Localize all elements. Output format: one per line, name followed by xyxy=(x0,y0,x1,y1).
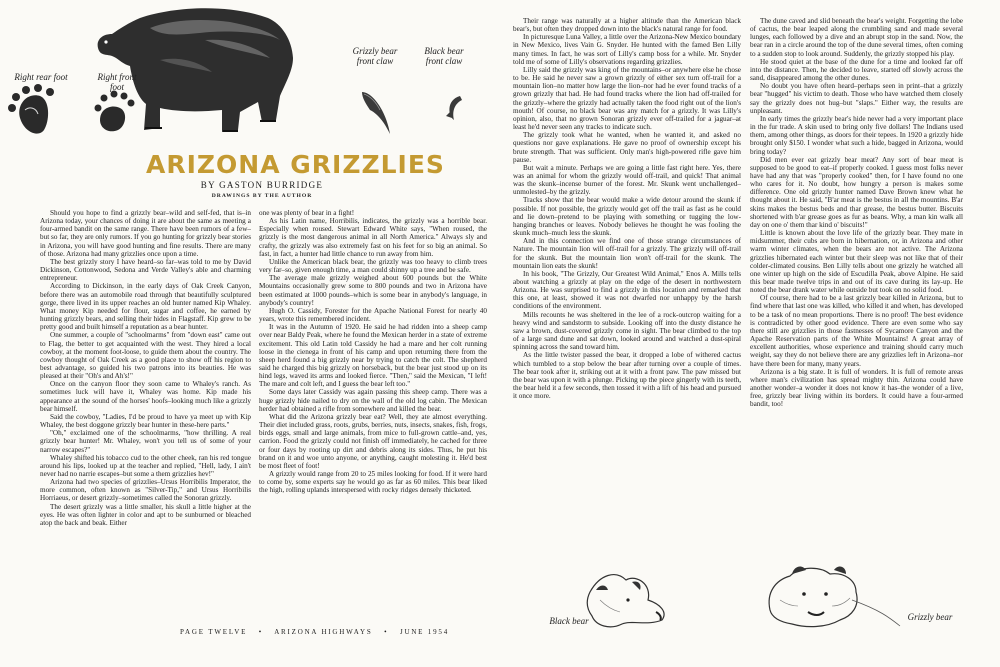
grizzly-bear-head-illustration xyxy=(769,567,900,627)
caption-grizzly-claw: Grizzly bear front claw xyxy=(352,46,398,66)
paragraph: And in this connection we find one of those strange circumstances of Nature. The mountain lion will off-trail for a grizzly. The grizzly will off-trail for the skunk. But the mountain lion won't off-trail for the skunk. The mountain lion eats the skunk! xyxy=(513,237,741,270)
paragraph: No doubt you have often heard–perhaps seen in print–that a grizzly bear "hugged" his victim to death. Those who have watched them closely say the grizzly does not hug–but "slaps." Either way, the results are unpleasant. xyxy=(750,82,963,115)
page-footer xyxy=(180,628,620,636)
caption-black-bear-claw: Black bear front claw xyxy=(424,46,464,66)
grizzly-claw-illustration xyxy=(362,92,390,134)
paragraph: The desert grizzly was a little smaller, his skull a little higher at the eyes. He was often lighter in color and apt to be sunburned or bleached atop the back and beak. Either xyxy=(40,502,251,527)
paragraph: In his book, "The Grizzly, Our Greatest Wild Animal," Enos A. Mills tells about watching a grizzly at play on the edge of the desert in northwestern Arizona. He was surprised to find a grizzly in this location and remarked that this one, at least, showed it was not dwarfed nor unhappy by the harsh conditions of the environment. xyxy=(513,269,741,311)
caption-right-front-foot: Right front foot xyxy=(97,72,137,92)
paragraph: Lilly said the grizzly was king of the mountains–or anywhere else he chose to be. He said he never saw a grown grizzly of either sex turn off-trail for a mountain lion–no matter how large the lion–nor had he ever found tracks of a grown grizzly that had. He had found tracks where the lion had off-trailed for the grizzly–where the grizzly had actually taken the food right out of the lion's mouth! Of course, no black bear was any match for a grizzly. It was Lilly's opinion, also, that no grown Sonoran grizzly ever off-trailed for a jaguar–at least he'd never seen any tracks to indicate such. xyxy=(513,65,741,132)
right-front-foot-illustration xyxy=(95,91,135,132)
paragraph: Once on the canyon floor they soon came to Whaley's ranch. As sometimes luck will have it, Whaley was home. Kip made his appearance at the sound of the horses' hoofs–looking much like a grizzly bear himself. xyxy=(40,380,251,413)
caption-black-bear-head: Black bear xyxy=(549,616,589,626)
paragraph: What did the Arizona grizzly bear eat? Well, they ate almost everything. Their diet included grass, roots, grubs, berries, nuts, insects, snakes, fish, frogs, birds eggs, small and large animals, from mice to full-grown cattle–and, yes, carrion. Food the grizzly could not finish off immediately, he cached for three or four days by rooting up dirt and debris along its sides. Thus, he put his brand on it and woe unto anyone, or anything, caught molesting it. He'd best be most fleet of foot! xyxy=(259,412,487,470)
paragraph: Whaley shifted his tobacco cud to the other cheek, ran his red tongue around his lips, looked up at the teacher and replied, "Hell, lady, I ain't never had no narrie escapes–but some a them grizzlies hev!" xyxy=(40,453,251,478)
paragraph: one was plenty of bear in a fight! xyxy=(259,209,355,217)
paragraph: But wait a minute. Perhaps we are going a little fast right here. Yes, there was an animal for whom the grizzly would off-trail, and quick! That animal was the skunk–incense burner of the forest. Mr. Skunk went unchallenged–unmolested–by the grizzly. xyxy=(513,163,741,197)
paragraph: The grizzly took what he wanted, when he wanted it, and asked no questions nor gave explanations. He gave no proof of ownership except his brute strength. That was sufficient. Only man's high-powered rifle gave him pause. xyxy=(513,131,741,164)
footer-magazine: ARIZONA HIGHWAYS xyxy=(274,628,373,636)
paragraph: "Oh," exclaimed one of the schoolmarms, "how thrilling. A real grizzly bear hunter! Mr. Whaley, won't you tell us of some of your narrow escapes?" xyxy=(40,429,251,454)
footer-separator: • xyxy=(384,628,389,636)
paragraph: Some days later Cassidy was again passing this sheep camp. There was a huge grizzly hide nailed to dry on the wall of the old log cabin. The Mexican herder had obtained a rifle from somewhere and killed the bear. xyxy=(259,388,487,413)
black-bear-head-illustration xyxy=(587,575,664,627)
paragraph: The best grizzly story I have heard–so far–was told to me by David Dickinson, Cottonwood, Sedona and Verde Valley's able and charming entrepreneur. xyxy=(40,257,251,283)
text-column-4 xyxy=(750,17,963,542)
paragraph: Mills recounts he was sheltered in the lee of a rock-outcrop waiting for a heavy wind and sandstorm to subside. Looking off into the dusty distance he saw a brown, dust-covered grizzly come in sight. The bear climbed to the top of a large sand dune and sat down, looked around and watched a dust-spiral spinning across the sand toward him. xyxy=(513,310,741,352)
paragraph: Unlike the American black bear, the grizzly was too heavy to climb trees very far–so, given enough time, a man could shinny up a tree and be safe. xyxy=(259,257,487,275)
paragraph: Arizona is a big state. It is full of wonders. It is full of remote areas where man's civilization has spread mighty thin. Arizona could have another wonder–a wonder it does not know it has–the wonder of a live, free, grizzly bear living within its borders. It could have a four-armed bandit, too! xyxy=(750,367,963,409)
drawings-credit: DRAWINGS BY THE AUTHOR xyxy=(211,193,313,199)
paragraph: According to Dickinson, in the early days of Oak Creek Canyon, before there was an automobile road through that beautifully sculptured gorge, there lived in its upper reaches an old hunter named Kip Whaley. What money Kip needed for flour, sugar and coffee, he earned by hunting grizzly bears, and selling their hides in Flagstaff. Kip grew to be pretty good and built himself a reputation as a bear hunter. xyxy=(40,282,251,332)
paragraph: Hugh O. Cassidy, Forester for the Apache National Forest for nearly 40 years, wrote this remembered incident. xyxy=(259,306,487,324)
paragraph: Did men ever eat grizzly bear meat? Any sort of bear meat is supposed to be good to eat–if properly cooked. I guess most folks never have had any that was "properly cooked" then, for I have found no one who cares for it. No doubt, how hungry a person is makes some difference. One old grizzly hunter named Dave Brown knew what he thought about it. He said, "B'ar meat is the bestus in all the mountins. B'ar skins makes the bestus beds and thar grease, the bestus butter. Biscuits shortened with b'ar grease goes as fur as beans. Why, a man kin walk all day on one o' them thar kind o' biscuits!" xyxy=(750,155,963,229)
paragraph: One summer, a couple of "schoolmarms" from "down east" came out to Flag, the better to get acquainted with the west. They hired a local cowboy, at the moment foot-loose, to guide them about the country. The cowboy thought of Oak Creek as a good place to show off his region to best advantage, so guided his two patrons into its beauties. He was pleased at their "Oh's and Ah's!" xyxy=(40,331,251,381)
paragraph: The dune caved and slid beneath the bear's weight. Forgetting the lobe of cactus, the bear leaped along the crumbling sand and made several lunges, each followed by a dive and an abrupt stop in the sand. Now, the bear ran in a circle around the top of the dune several times, often coming to a sudden stop to look around. Suddenly, the grizzly stopped his play. xyxy=(750,17,963,58)
text-column-1 xyxy=(40,209,251,619)
black-bear-claw-illustration xyxy=(446,96,462,120)
caption-grizzly-bear-head: Grizzly bear xyxy=(907,612,953,622)
paragraph: Tracks show that the bear would make a wide detour around the skunk if possible. If not possible, the grizzly would get off the trail as fast as he could and lie down–pretend to be playing with something or tugging the low-hanging branches or leaves. Nobody believes he thought he was fooling the skunk much–much less the skunk. xyxy=(513,196,741,238)
paragraph: Of course, there had to be a last grizzly bear killed in Arizona, but to find where that last one was killed, who killed it and when, has developed to be a task of no mean proportions. There is no proof! The best evidence is contradicted by other good evidence. There are even some who say there still are grizzlies in those fastnesses of Sycamore Canyon and the Apache Reservation parts of the White Mountains! A great array of excellent authorities, whose experience and training should carry much weight, say they do not believe there are any grizzlies left in Arizona–nor have there been for many, many years. xyxy=(750,294,963,368)
paragraph: As his Latin name, Horribilis, indicates, the grizzly was a horrible bear. Especially when roused. Stewart Edward White says, "When roused, the grizzly is the most dangerous animal in all North America." Always sly and crafty, the grizzly was also extremely fast on his feet for so big an animal. So fast, in fact, a hunter had little chance to run away from him. xyxy=(259,217,487,258)
right-rear-foot-illustration xyxy=(8,84,54,134)
byline: BY GASTON BURRIDGE xyxy=(200,180,324,190)
paragraph: Should you hope to find a grizzly bear–wild and self-fed, that is–in Arizona today, your chances of doing it are about the same as meeting a four-armed bandit on the same range. There have been rumors of a few–but so far, they are only rumors. If you go hunting for grizzly bear stories in Arizona, you will have good hunting and fine results. There are many of those. Arizona had many grizzlies once upon a time. xyxy=(40,209,251,258)
footer-separator: • xyxy=(258,628,264,636)
paragraph: Their range was naturally at a higher altitude than the American black bear's, but often they dropped down into the black's natural range for food. xyxy=(513,17,741,34)
paragraph: In early times the grizzly bear's hide never had a very important place in the fur trade. A skin used to bring only five dollars! The Indians used them, among other things, as doors for their tepees. In 1920 a grizzly hide brought only $150. I wonder what such a hide, bagged in Arizona, would bring today? xyxy=(750,114,963,156)
caption-right-rear-foot: Right rear foot xyxy=(14,72,68,82)
text-column-3 xyxy=(513,17,741,557)
paragraph: Little is known about the love life of the grizzly bear. They mate in midsummer, their cubs are born in hibernation, or, in Arizona and other warm winter climates, when the bears are not active. The Arizona grizzlies hibernated each winter but their sleep was not like that of their colder-climated cousins. Ben Lilly tells about one grizzly he watched all one winter up high on the side of Escudilla Peak, above Alpine. He said this bear made twelve trips in and out of its cave during its lay-up. He noted the bear drank water while outside but took on no solid food. xyxy=(750,229,963,295)
paragraph: Said the cowboy, "Ladies, I'd be proud to have ya meet up with Kip Whaley, the best doggone grizzly bear hunter in these-here parts." xyxy=(40,412,251,430)
text-column-2 xyxy=(259,209,487,619)
footer-page-number: PAGE TWELVE xyxy=(180,628,248,636)
paragraph: It was in the Autumn of 1920. He said he had ridden into a sheep camp over near Baldy Peak, where he found the Mexican herder in a state of extreme excitement. This old Latin told Cassidy he had a mare and her colt running loose in the cienega in front of his camp and upon returning there from the sheep herd found a big grizzly near by trying to catch the colt. The shepherd said he charged this big grizzly on horseback, but the bear just stood up on its hind legs, waved its arms and looked fierce. "Then," said the Mexican, "I left! The mare and colt left, and I guess the bear left too." xyxy=(259,323,487,389)
paragraph: The average male grizzly weighed about 600 pounds but the White Mountains occasionally grew some to 800 pounds and two in Arizona have been estimated at 1000 pounds–which is some bear in anybody's language, in anybody's country! xyxy=(259,274,487,307)
article-title: ARIZONA GRIZZLIES xyxy=(146,150,445,179)
paragraph: As the little twister passed the bear, it dropped a lobe of withered cactus which tumbled to a stop below the bear after turning over a couple of times. The bear took after it, striking out at it with a front paw. The paw missed but the bear was upon it with a plunge. Picking up the piece gingerly with its teeth, the bear held it a few seconds, then tossed it with a lift of his head and pursued it once more. xyxy=(513,351,741,401)
paragraph: In picturesque Luna Valley, a little over the Arizona-New Mexico boundary in New Mexico, lives Vain G. Snyder. He hunted with the famed Ben Lilly many times. In fact, he was sort of Lilly's camp boss for a while. Mr. Snyder told me of some of Lilly's observations regarding grizzlies. xyxy=(513,33,741,66)
grizzly-bear-illustration xyxy=(98,8,293,132)
paragraph: Arizona had two species of grizzlies–Ursus Horribilis Imperator, the more common, often known as "Silver-Tip," and Ursus Horribilis Horriaeus, or desert grizzly–sometimes called the Sonoran grizzly. xyxy=(40,478,251,503)
paragraph: A grizzly would range from 20 to 25 miles looking for food. If it were hard to come by, some experts say he would go as far as 60 miles. This bear liked the high, rolling uplands interspersed with rocky ridges densely thicketed. xyxy=(259,470,487,495)
footer-date: JUNE 1954 xyxy=(399,628,449,636)
paragraph: He stood quiet at the base of the dune for a time and looked far off into the distance. Then, he decided to leave, started off slowly across the sand, disappeared among the other dunes. xyxy=(750,57,963,83)
